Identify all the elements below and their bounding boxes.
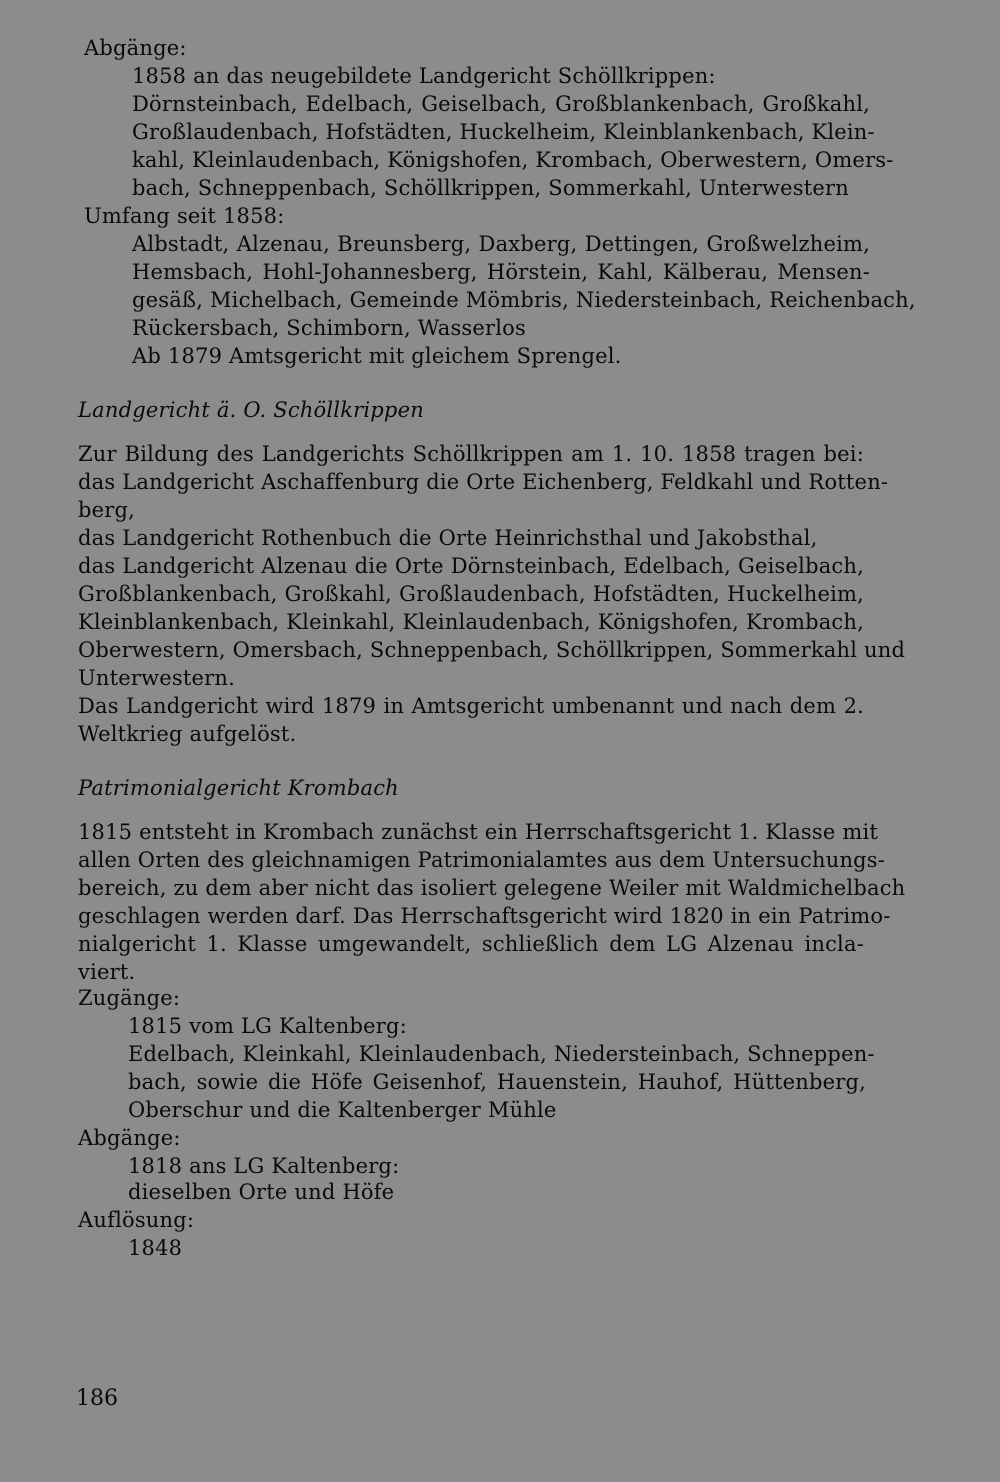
text-line: bereich, zu dem aber nicht das isoliert gelegene Weiler mit Waldmichelbach (78, 876, 906, 900)
aufloesung-label: Auflösung: (78, 1208, 195, 1232)
text-line: allen Orten des gleichnamigen Patrimonialamtes aus dem Untersuchungs- (78, 848, 886, 872)
text-line: kahl, Kleinlaudenbach, Königshofen, Krombach, Oberwestern, Omers- (132, 148, 894, 172)
text-line: Dörnsteinbach, Edelbach, Geiselbach, Großblankenbach, Großkahl, (132, 92, 870, 116)
text-line: Großblankenbach, Großkahl, Großlaudenbach, Hofstädten, Huckelheim, (78, 582, 864, 606)
text-line: bach, sowie die Höfe Geisenhof, Hauenstein, Hauhof, Hüttenberg, (128, 1070, 866, 1094)
abgaenge-label: Abgänge: (84, 36, 187, 60)
text-line: Zur Bildung des Landgerichts Schöllkrippen am 1. 10. 1858 tragen bei: (78, 442, 864, 466)
text-line: Weltkrieg aufgelöst. (78, 722, 297, 746)
text-line: Ab 1879 Amtsgericht mit gleichem Sprengel. (132, 344, 622, 368)
text-line: Kleinblankenbach, Kleinkahl, Kleinlaudenbach, Königshofen, Krombach, (78, 610, 864, 634)
page-number: 186 (76, 1386, 118, 1411)
text-line: das Landgericht Aschaffenburg die Orte Eichenberg, Feldkahl und Rotten- (78, 470, 889, 494)
text-line: viert. (78, 960, 136, 984)
text-line: Großlaudenbach, Hofstädten, Huckelheim, Kleinblankenbach, Klein- (132, 120, 875, 144)
section-heading: Patrimonialgericht Krombach (78, 776, 399, 800)
text-line: dieselben Orte und Höfe (128, 1180, 395, 1204)
aufloesung-value: 1848 (128, 1236, 183, 1260)
text-line: Albstadt, Alzenau, Breunsberg, Daxberg, Dettingen, Großwelzheim, (132, 232, 870, 256)
zugaenge-subheading: 1815 vom LG Kaltenberg: (128, 1014, 407, 1038)
abgaenge-label: Abgänge: (78, 1126, 181, 1150)
text-line: Rückersbach, Schimborn, Wasserlos (132, 316, 527, 340)
text-line: Das Landgericht wird 1879 in Amtsgericht umbenannt und nach dem 2. (78, 694, 864, 718)
text-line: gesäß, Michelbach, Gemeinde Mömbris, Niedersteinbach, Reichenbach, (132, 288, 916, 312)
umfang-label: Umfang seit 1858: (84, 204, 285, 228)
text-line: nialgericht 1. Klasse umgewandelt, schließlich dem LG Alzenau incla- (78, 932, 864, 956)
text-line: Edelbach, Kleinkahl, Kleinlaudenbach, Niedersteinbach, Schneppen- (128, 1042, 875, 1066)
text-line: Oberwestern, Omersbach, Schneppenbach, Schöllkrippen, Sommerkahl und (78, 638, 906, 662)
text-line: bach, Schneppenbach, Schöllkrippen, Sommerkahl, Unterwestern (132, 176, 849, 200)
text-line: das Landgericht Rothenbuch die Orte Heinrichsthal und Jakobsthal, (78, 526, 818, 550)
text-line: berg, (78, 498, 136, 522)
zugaenge-label: Zugänge: (78, 986, 181, 1010)
text-line: 1815 entsteht in Krombach zunächst ein Herrschaftsgericht 1. Klasse mit (78, 820, 879, 844)
text-line: geschlagen werden darf. Das Herrschaftsgericht wird 1820 in ein Patrimo- (78, 904, 891, 928)
abgaenge-subheading: 1858 an das neugebildete Landgericht Schöllkrippen: (132, 64, 716, 88)
text-line: Oberschur und die Kaltenberger Mühle (128, 1098, 557, 1122)
text-line: das Landgericht Alzenau die Orte Dörnsteinbach, Edelbach, Geiselbach, (78, 554, 864, 578)
abgaenge-subheading: 1818 ans LG Kaltenberg: (128, 1154, 400, 1178)
section-heading: Landgericht ä. O. Schöllkrippen (78, 398, 424, 422)
text-line: Hemsbach, Hohl-Johannesberg, Hörstein, Kahl, Kälberau, Mensen- (132, 260, 870, 284)
text-line: Unterwestern. (78, 666, 236, 690)
